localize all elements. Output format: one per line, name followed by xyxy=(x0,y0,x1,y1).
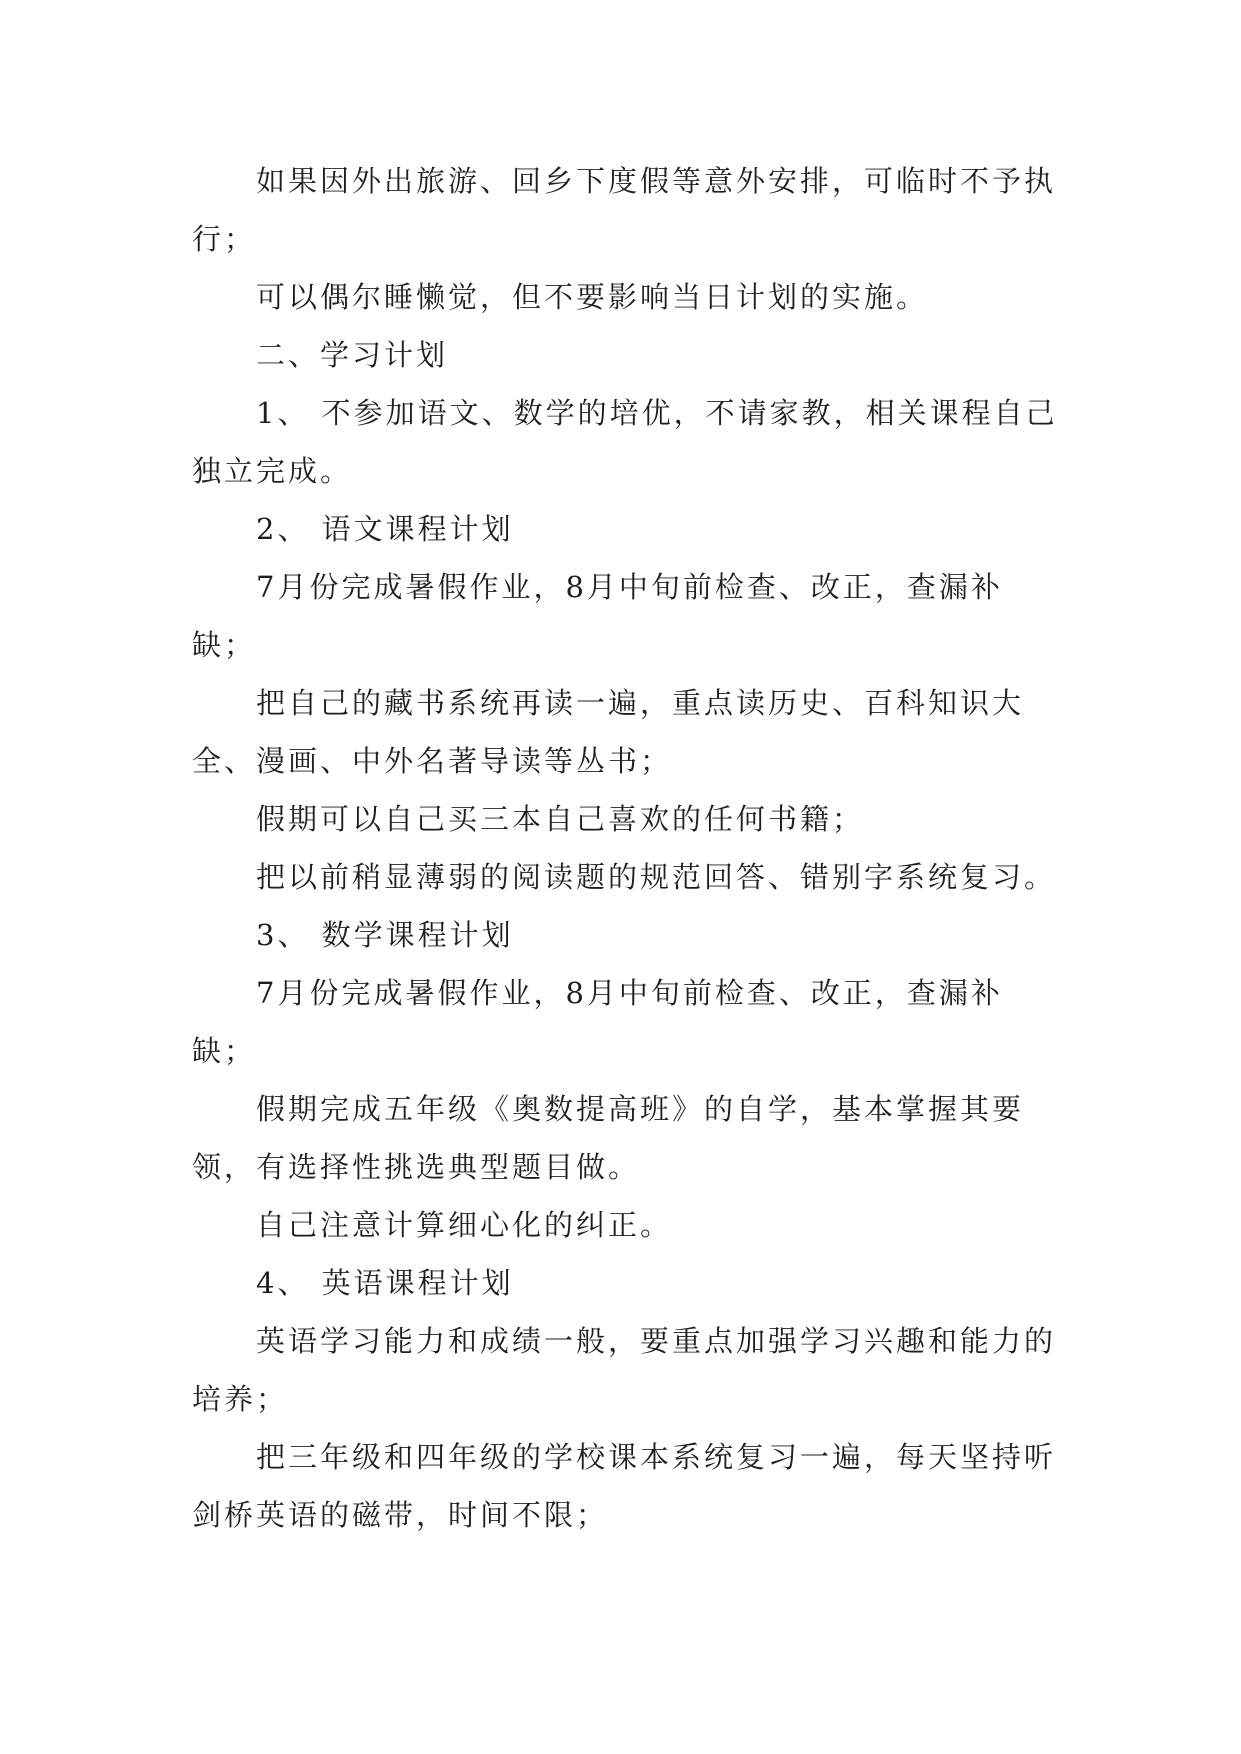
paragraph-no-tutoring: 1、 不参加语文、数学的培优，不请家教，相关课程自己独立完成。 xyxy=(192,396,1058,488)
paragraph-chinese-reading: 把自己的藏书系统再读一遍，重点读历史、百科知识大全、漫画、中外名著导读等丛书； xyxy=(192,686,1025,778)
paragraph-travel-exception: 如果因外出旅游、回乡下度假等意外安排，可临时不予执行； xyxy=(192,164,1057,256)
paragraph-chinese-books: 假期可以自己买三本自己喜欢的任何书籍； xyxy=(256,802,865,836)
section-heading-study-plan: 二、学习计划 xyxy=(256,338,449,372)
paragraph-math-olympiad: 假期完成五年级《奥数提高班》的自学，基本掌握其要领，有选择性挑选典型题目做。 xyxy=(192,1092,1025,1184)
paragraph-math-carefulness: 自己注意计算细心化的纠正。 xyxy=(256,1208,673,1242)
paragraph-english-interest: 英语学习能力和成绩一般，要重点加强学习兴趣和能力的培养； xyxy=(192,1324,1057,1416)
paragraph-math-homework: 7月份完成暑假作业，8月中旬前检查、改正，查漏补缺； xyxy=(192,976,1003,1068)
subheading-chinese-plan: 2、 语文课程计划 xyxy=(256,512,514,546)
paragraph-chinese-review: 把以前稍显薄弱的阅读题的规范回答、错别字系统复习。 xyxy=(256,860,1057,894)
paragraph-chinese-homework: 7月份完成暑假作业，8月中旬前检查、改正，查漏补缺； xyxy=(192,570,1003,662)
document-body xyxy=(192,152,1062,1544)
subheading-english-plan: 4、 英语课程计划 xyxy=(256,1266,514,1300)
subheading-math-plan: 3、 数学课程计划 xyxy=(256,918,514,952)
paragraph-sleep-in: 可以偶尔睡懒觉，但不要影响当日计划的实施。 xyxy=(256,280,929,314)
paragraph-english-review: 把三年级和四年级的学校课本系统复习一遍，每天坚持听剑桥英语的磁带，时间不限； xyxy=(192,1440,1057,1532)
